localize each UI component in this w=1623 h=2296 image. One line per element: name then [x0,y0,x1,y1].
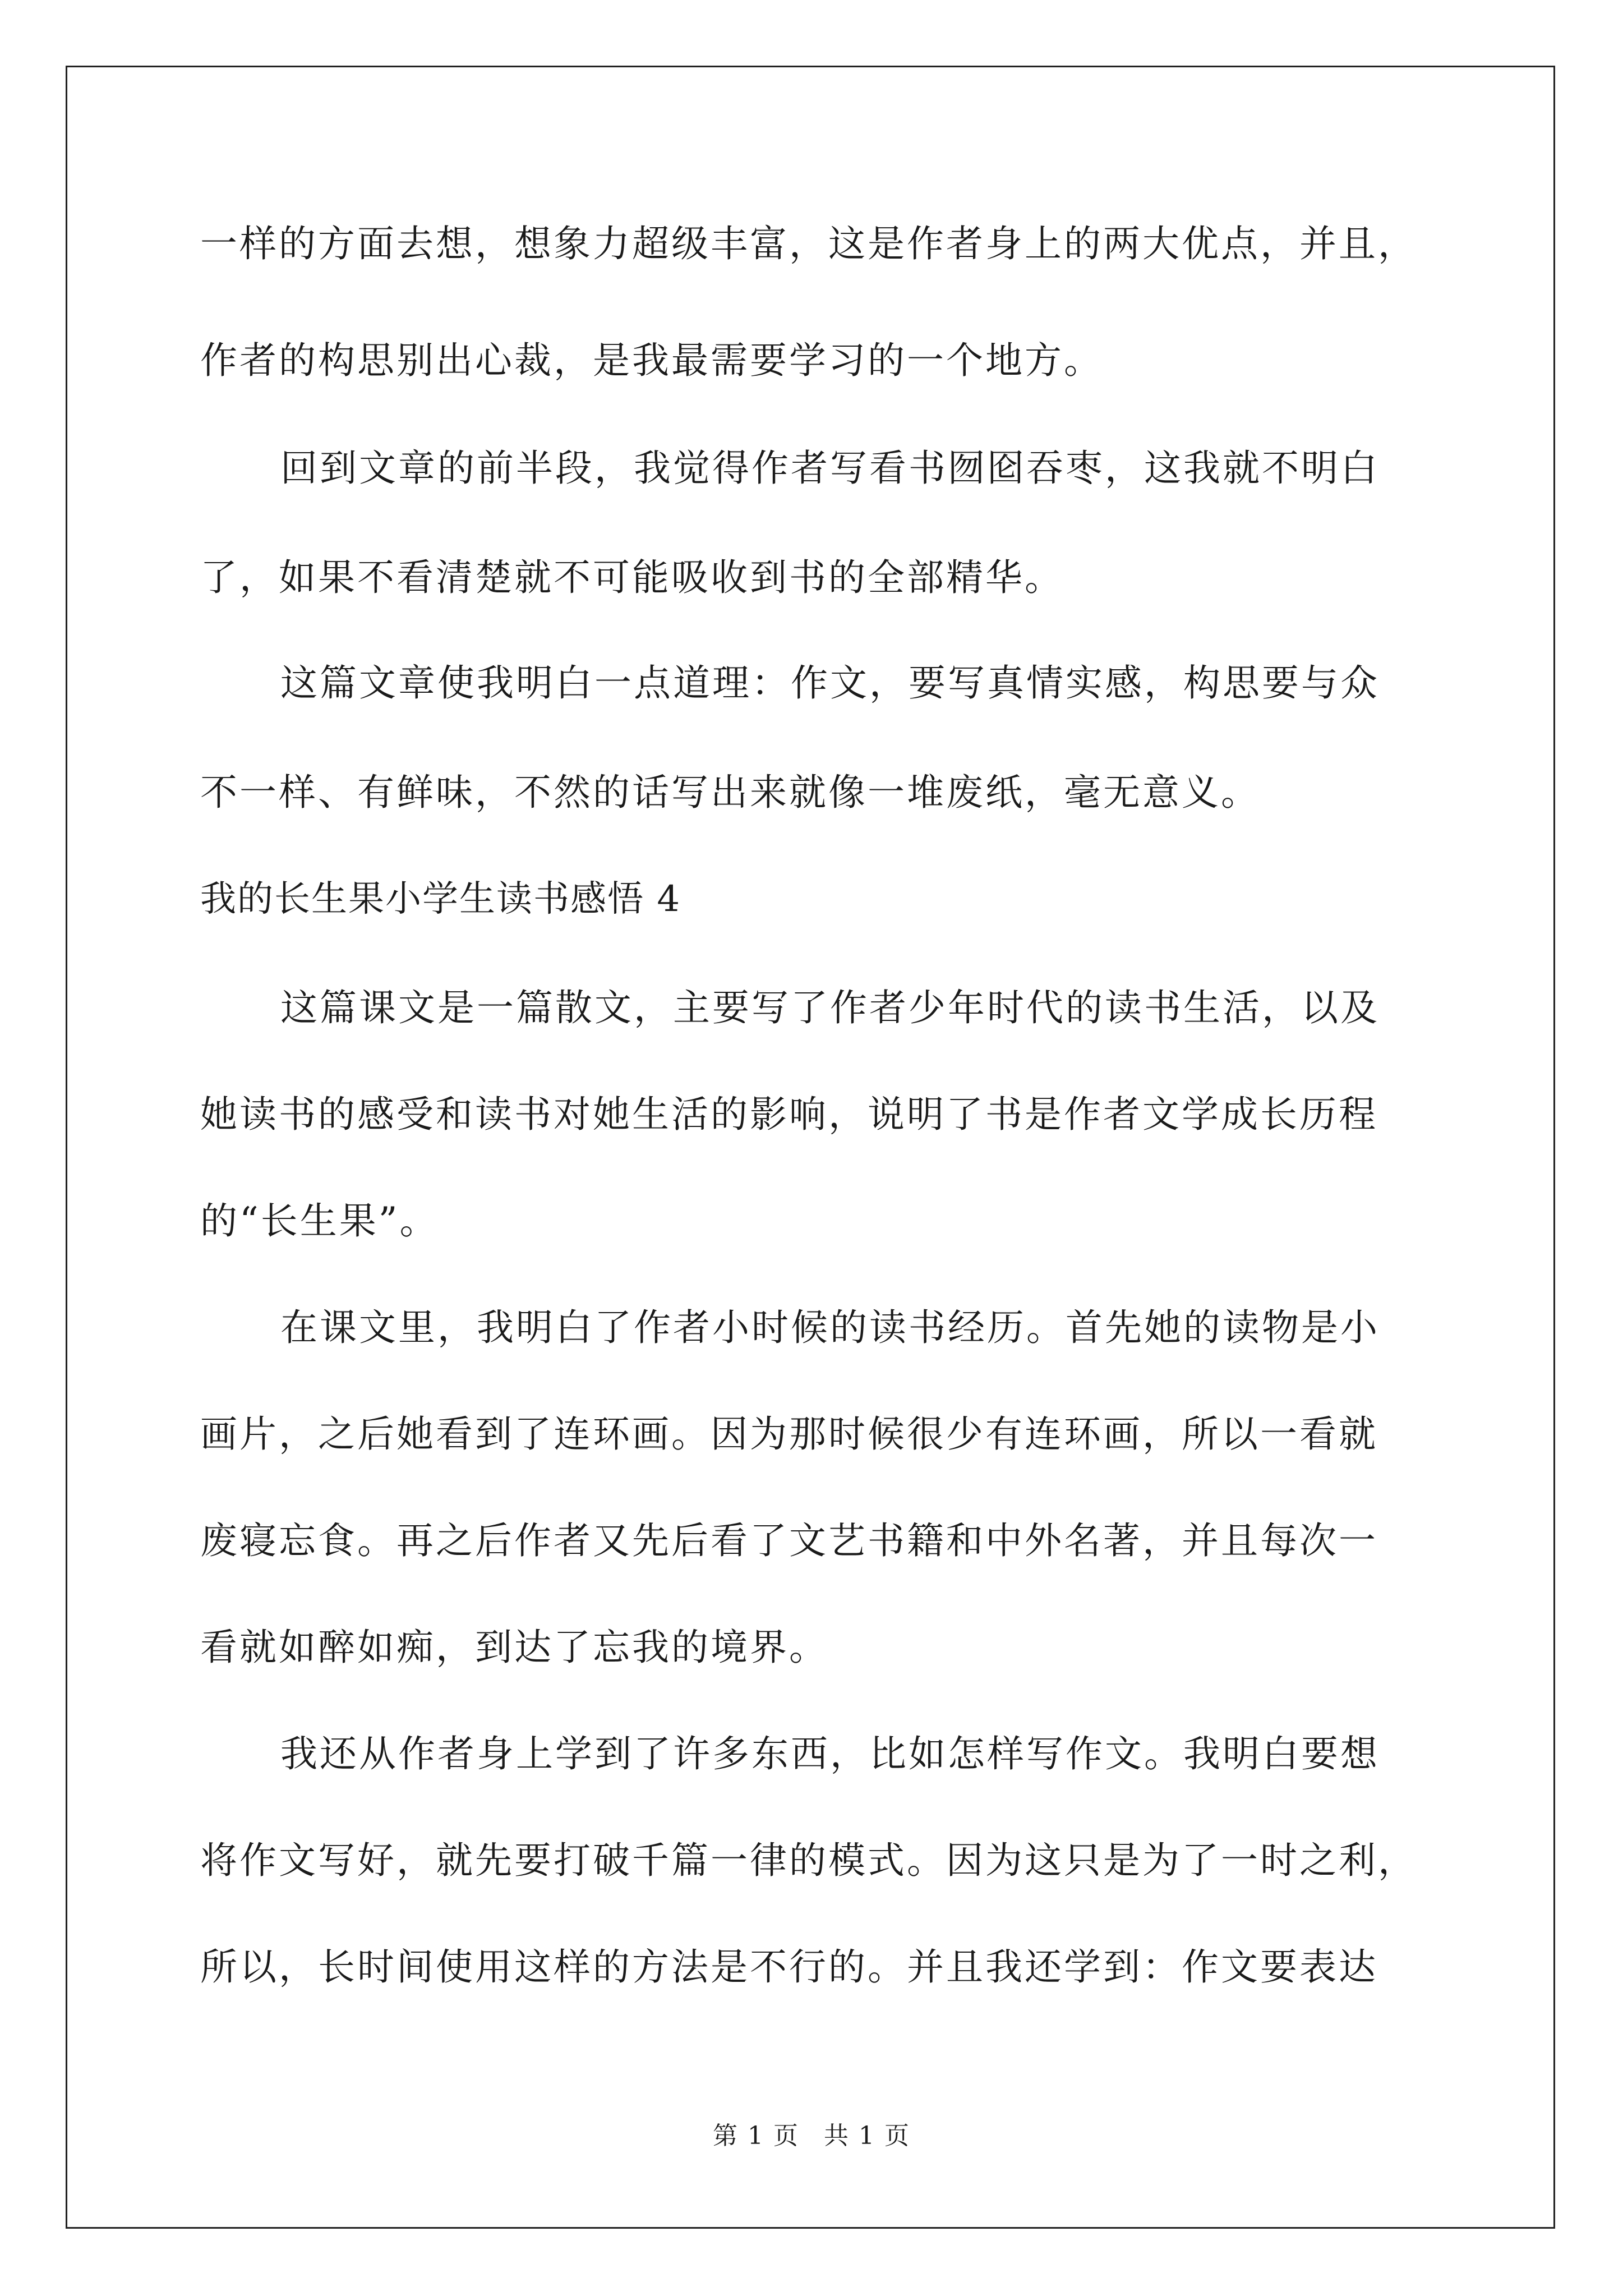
paragraph-line: 所以，长时间使用这样的方法是不行的。并且我还学到：作文要表达 [200,1945,1378,1989]
page-footer [0,2122,1623,2151]
paragraph-line: 的“长生果”。 [200,1199,439,1243]
paragraph-line: 我还从作者身上学到了许多东西，比如怎样写作文。我明白要想 [280,1732,1380,1775]
paragraph-line: 一样的方面去想，想象力超级丰富，这是作者身上的两大优点，并且， [200,222,1417,265]
paragraph-line: 她读书的感受和读书对她生活的影响，说明了书是作者文学成长历程 [200,1093,1378,1136]
paragraph-line: 这篇文章使我明白一点道理：作文，要写真情实感，构思要与众 [280,661,1380,705]
paragraph-line: 这篇课文是一篇散文，主要写了作者少年时代的读书生活，以及 [280,986,1380,1029]
page-border [66,66,1555,2229]
paragraph-line: 了，如果不看清楚就不可能吸收到书的全部精华。 [200,556,1064,599]
page-number: 第 1 页 [713,2122,799,2150]
paragraph-line: 在课文里，我明白了作者小时候的读书经历。首先她的读物是小 [280,1306,1380,1349]
section-heading: 我的长生果小学生读书感悟 4 [200,878,681,920]
paragraph-line: 作者的构思别出心裁，是我最需要学习的一个地方。 [200,339,1103,382]
paragraph-line: 废寝忘食。再之后作者又先后看了文艺书籍和中外名著，并且每次一 [200,1519,1378,1562]
paragraph-line: 将作文写好，就先要打破千篇一律的模式。因为这只是为了一时之利， [200,1839,1417,1882]
paragraph-line: 不一样、有鲜味，不然的话写出来就像一堆废纸，毫无意义。 [200,771,1260,814]
paragraph-line: 画片，之后她看到了连环画。因为那时候很少有连环画，所以一看就 [200,1412,1378,1456]
paragraph-line: 看就如醉如痴，到达了忘我的境界。 [200,1626,828,1669]
page-count: 共 1 页 [824,2122,910,2150]
paragraph-line: 回到文章的前半段，我觉得作者写看书囫囵吞枣，这我就不明白 [280,447,1380,490]
